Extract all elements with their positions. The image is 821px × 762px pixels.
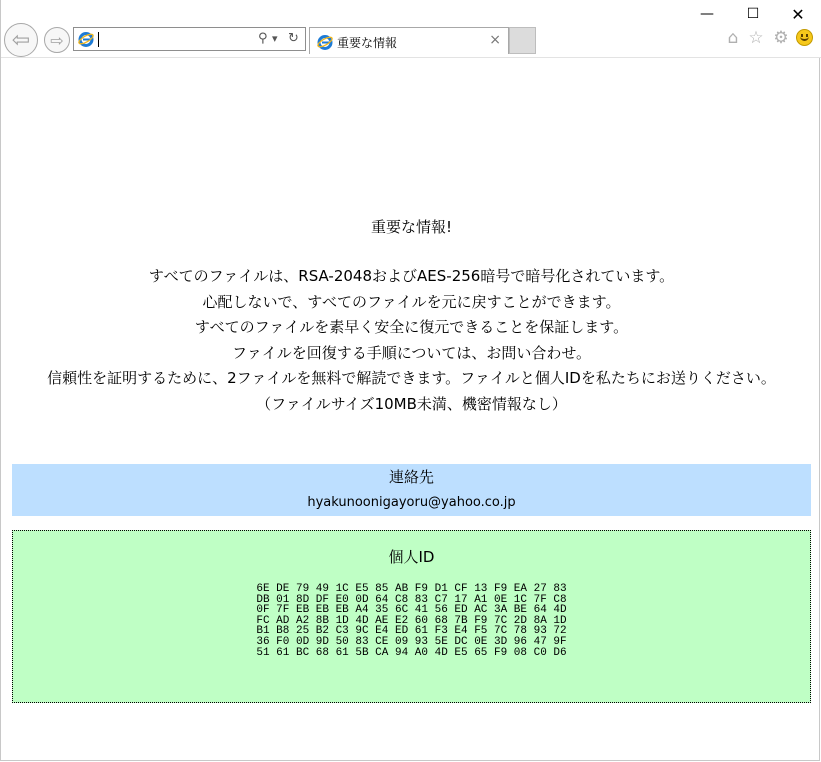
close-window-button[interactable] <box>778 3 818 25</box>
search-icon[interactable]: ⚲ <box>258 31 268 46</box>
tab-important-info[interactable] <box>309 27 509 54</box>
forward-button[interactable] <box>44 27 70 53</box>
hex-line: DB 01 8D DF E0 0D 64 C8 83 C7 17 A1 0E 1C 7F C8 <box>256 593 567 606</box>
ie-tab-icon <box>317 34 333 50</box>
browser-chrome <box>1 0 821 58</box>
personal-id-section <box>12 530 811 703</box>
personal-id-heading: 個人ID <box>388 548 435 566</box>
maximize-button[interactable] <box>733 3 773 25</box>
tab-title: 重要な情報 <box>337 36 398 50</box>
home-icon[interactable]: ⌂ <box>727 28 739 48</box>
star-icon[interactable]: ☆ <box>748 28 764 48</box>
message-line: ファイルを回復する手順については、お問い合わせ。 <box>232 343 591 362</box>
hex-line: FC AD A2 8B 1D 4D AE E2 60 68 7B F9 7C 2D 8A 1D <box>256 614 567 627</box>
maximize-icon: ☐ <box>746 6 760 22</box>
text-caret <box>98 32 99 47</box>
message-line: 心配しないで、すべてのファイルを元に戻すことができます。 <box>202 292 621 311</box>
refresh-icon[interactable]: ↻ <box>288 31 299 46</box>
message-line: すべてのファイルは、RSA-2048およびAES-256暗号で暗号化されています。 <box>148 267 675 285</box>
ie-page-icon <box>78 31 94 47</box>
tab-close-icon[interactable]: × <box>489 32 501 48</box>
contact-section <box>12 464 811 516</box>
contact-email: hyakunoonigayoru@yahoo.co.jp <box>307 495 516 510</box>
hex-line: 6E DE 79 49 1C E5 85 AB F9 D1 CF 13 F9 EA 27 83 <box>256 583 567 595</box>
page-content <box>1 58 821 761</box>
minimize-button[interactable] <box>687 3 727 25</box>
dropdown-arrow-icon[interactable]: ▾ <box>272 32 278 45</box>
hex-line: 51 61 BC 68 61 5B CA 94 A0 4D E5 65 F9 08 C0 D6 <box>256 646 567 659</box>
ransom-message <box>1 264 821 417</box>
personal-id-hex <box>13 584 810 658</box>
contact-heading: 連絡先 <box>388 468 434 486</box>
hex-line: 36 F0 0D 9D 50 83 CE 09 93 5E DC 0E 3D 96 47 9F <box>256 635 567 648</box>
message-line: すべてのファイルを素早く安全に復元できることを保証します。 <box>194 318 629 336</box>
smiley-icon[interactable] <box>796 29 813 46</box>
address-bar[interactable] <box>73 27 306 51</box>
message-line: 信頼性を証明するために、2ファイルを無料で解読できます。ファイルと個人IDを私たちにお送りください。 <box>47 369 776 387</box>
message-line: （ファイルサイズ10MB未満、機密情報なし） <box>256 394 567 413</box>
gear-icon[interactable]: ⚙ <box>773 28 789 48</box>
back-button[interactable] <box>4 23 38 57</box>
minimize-icon: — <box>700 6 714 22</box>
back-arrow-icon: ⇦ <box>11 27 31 53</box>
close-icon: ✕ <box>791 4 805 24</box>
page-title: 重要な情報! <box>370 218 452 236</box>
forward-arrow-icon: ⇨ <box>50 30 64 50</box>
hex-line: 0F 7F EB EB EB A4 35 6C 41 56 ED AC 3A BE 64 4D <box>256 604 567 617</box>
new-tab-button[interactable] <box>509 27 536 54</box>
address-input[interactable] <box>97 30 247 48</box>
hex-line: B1 B8 25 B2 C3 9C E4 ED 61 F3 E4 F5 7C 78 93 72 <box>256 625 567 638</box>
